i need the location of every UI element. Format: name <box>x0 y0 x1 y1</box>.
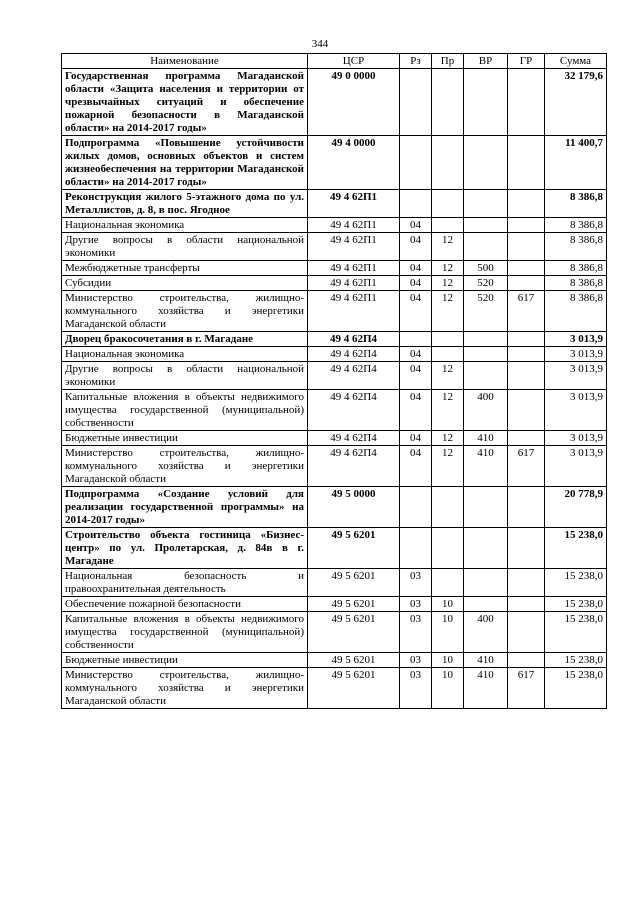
table-row <box>62 668 607 709</box>
header-csr: ЦСР <box>308 54 400 69</box>
cell-rz: 04 <box>400 261 432 276</box>
cell-name: Реконструкция жилого 5-этажного дома по ул. Металлистов, д. 8, в пос. Ягодное <box>62 190 308 218</box>
cell-vr <box>464 218 508 233</box>
cell-gr <box>508 390 545 431</box>
cell-csr: 49 4 62П1 <box>308 190 400 218</box>
table-row <box>62 487 607 528</box>
cell-csr: 49 5 6201 <box>308 597 400 612</box>
cell-sum: 15 238,0 <box>545 653 607 668</box>
cell-vr <box>464 528 508 569</box>
table-row <box>62 528 607 569</box>
cell-gr <box>508 487 545 528</box>
cell-name: Дворец бракосочетания в г. Магадане <box>62 332 308 347</box>
cell-gr <box>508 233 545 261</box>
table-row <box>62 597 607 612</box>
cell-name: Бюджетные инвестиции <box>62 653 308 668</box>
cell-vr <box>464 136 508 190</box>
cell-gr <box>508 218 545 233</box>
cell-rz: 04 <box>400 362 432 390</box>
cell-sum: 3 013,9 <box>545 332 607 347</box>
cell-gr: 617 <box>508 291 545 332</box>
cell-rz: 03 <box>400 653 432 668</box>
header-name: Наименование <box>62 54 308 69</box>
cell-gr <box>508 261 545 276</box>
table-row <box>62 653 607 668</box>
cell-csr: 49 4 62П4 <box>308 390 400 431</box>
cell-sum: 15 238,0 <box>545 569 607 597</box>
cell-csr: 49 5 6201 <box>308 612 400 653</box>
cell-csr: 49 4 62П1 <box>308 233 400 261</box>
cell-vr: 400 <box>464 390 508 431</box>
cell-rz: 04 <box>400 390 432 431</box>
cell-pr: 10 <box>432 597 464 612</box>
table-row <box>62 612 607 653</box>
cell-sum: 8 386,8 <box>545 291 607 332</box>
cell-vr: 520 <box>464 291 508 332</box>
header-pr: Пр <box>432 54 464 69</box>
cell-pr: 12 <box>432 446 464 487</box>
cell-gr <box>508 276 545 291</box>
cell-vr <box>464 597 508 612</box>
cell-gr <box>508 362 545 390</box>
table-row <box>62 332 607 347</box>
cell-rz: 03 <box>400 612 432 653</box>
table-row <box>62 233 607 261</box>
cell-rz: 04 <box>400 347 432 362</box>
cell-vr <box>464 190 508 218</box>
cell-sum: 8 386,8 <box>545 276 607 291</box>
table-row <box>62 69 607 136</box>
cell-csr: 49 5 6201 <box>308 653 400 668</box>
cell-rz <box>400 528 432 569</box>
cell-name: Обеспечение пожарной безопасности <box>62 597 308 612</box>
cell-rz <box>400 190 432 218</box>
cell-pr: 10 <box>432 653 464 668</box>
cell-vr <box>464 347 508 362</box>
cell-rz <box>400 69 432 136</box>
cell-csr: 49 4 62П4 <box>308 431 400 446</box>
cell-sum: 3 013,9 <box>545 446 607 487</box>
cell-rz: 03 <box>400 569 432 597</box>
cell-gr <box>508 569 545 597</box>
cell-name: Подпрограмма «Повышение устойчивости жилых домов, основных объектов и систем жизнеобеспечения на территории Магаданской области» на 2014-2017 годы» <box>62 136 308 190</box>
cell-rz: 03 <box>400 597 432 612</box>
cell-pr <box>432 136 464 190</box>
cell-vr: 410 <box>464 653 508 668</box>
cell-vr: 520 <box>464 276 508 291</box>
cell-gr <box>508 136 545 190</box>
cell-rz: 04 <box>400 276 432 291</box>
cell-csr: 49 5 6201 <box>308 569 400 597</box>
table-row <box>62 261 607 276</box>
cell-name: Подпрограмма «Создание условий для реализации государственной программы» на 2014-2017 годы» <box>62 487 308 528</box>
table-row <box>62 218 607 233</box>
cell-pr <box>432 69 464 136</box>
cell-csr: 49 5 6201 <box>308 528 400 569</box>
cell-name: Межбюджетные трансферты <box>62 261 308 276</box>
cell-pr <box>432 347 464 362</box>
cell-vr <box>464 233 508 261</box>
table-row <box>62 276 607 291</box>
cell-name: Субсидии <box>62 276 308 291</box>
cell-csr: 49 5 0000 <box>308 487 400 528</box>
cell-csr: 49 4 62П4 <box>308 446 400 487</box>
cell-rz <box>400 332 432 347</box>
cell-pr <box>432 528 464 569</box>
header-vr: ВР <box>464 54 508 69</box>
budget-table <box>61 53 607 709</box>
cell-sum: 3 013,9 <box>545 390 607 431</box>
cell-sum: 3 013,9 <box>545 362 607 390</box>
cell-vr: 410 <box>464 668 508 709</box>
cell-rz: 04 <box>400 218 432 233</box>
cell-rz <box>400 487 432 528</box>
cell-rz: 04 <box>400 233 432 261</box>
cell-csr: 49 4 62П1 <box>308 276 400 291</box>
cell-name: Национальная экономика <box>62 218 308 233</box>
cell-rz: 04 <box>400 431 432 446</box>
cell-sum: 15 238,0 <box>545 528 607 569</box>
cell-rz: 04 <box>400 446 432 487</box>
cell-name: Бюджетные инвестиции <box>62 431 308 446</box>
cell-pr <box>432 190 464 218</box>
cell-sum: 15 238,0 <box>545 612 607 653</box>
table-row <box>62 431 607 446</box>
cell-gr <box>508 597 545 612</box>
cell-sum: 8 386,8 <box>545 190 607 218</box>
cell-vr: 410 <box>464 446 508 487</box>
cell-vr <box>464 362 508 390</box>
table-body <box>62 69 607 709</box>
cell-pr: 12 <box>432 233 464 261</box>
cell-sum: 3 013,9 <box>545 431 607 446</box>
cell-sum: 8 386,8 <box>545 261 607 276</box>
cell-sum: 20 778,9 <box>545 487 607 528</box>
cell-name: Министерство строительства, жилищно-коммунального хозяйства и энергетики Магаданской области <box>62 446 308 487</box>
cell-gr: 617 <box>508 668 545 709</box>
cell-name: Национальная экономика <box>62 347 308 362</box>
cell-rz: 03 <box>400 668 432 709</box>
table-row <box>62 569 607 597</box>
cell-pr <box>432 218 464 233</box>
cell-pr: 12 <box>432 362 464 390</box>
header-rz: Рз <box>400 54 432 69</box>
table-row <box>62 190 607 218</box>
cell-vr: 400 <box>464 612 508 653</box>
cell-csr: 49 4 62П1 <box>308 218 400 233</box>
cell-sum: 8 386,8 <box>545 218 607 233</box>
cell-name: Строительство объекта гостиница «Бизнес-центр» по ул. Пролетарская, д. 84в в г. Магадане <box>62 528 308 569</box>
cell-pr <box>432 569 464 597</box>
cell-pr: 12 <box>432 291 464 332</box>
cell-pr: 12 <box>432 390 464 431</box>
cell-gr <box>508 431 545 446</box>
table-row <box>62 362 607 390</box>
cell-csr: 49 4 0000 <box>308 136 400 190</box>
cell-csr: 49 4 62П1 <box>308 261 400 276</box>
cell-name: Министерство строительства, жилищно-коммунального хозяйства и энергетики Магаданской области <box>62 291 308 332</box>
cell-sum: 3 013,9 <box>545 347 607 362</box>
cell-pr <box>432 487 464 528</box>
cell-sum: 11 400,7 <box>545 136 607 190</box>
cell-gr <box>508 332 545 347</box>
cell-sum: 8 386,8 <box>545 233 607 261</box>
table-row <box>62 446 607 487</box>
cell-pr <box>432 332 464 347</box>
cell-rz: 04 <box>400 291 432 332</box>
cell-vr <box>464 332 508 347</box>
header-sum: Сумма <box>545 54 607 69</box>
cell-csr: 49 4 62П4 <box>308 362 400 390</box>
table-header-row <box>62 54 607 69</box>
cell-csr: 49 4 62П1 <box>308 291 400 332</box>
table-row <box>62 136 607 190</box>
cell-pr: 10 <box>432 668 464 709</box>
cell-csr: 49 4 62П4 <box>308 347 400 362</box>
cell-sum: 32 179,6 <box>545 69 607 136</box>
cell-gr <box>508 347 545 362</box>
cell-csr: 49 5 6201 <box>308 668 400 709</box>
cell-pr: 12 <box>432 431 464 446</box>
cell-rz <box>400 136 432 190</box>
table-row <box>62 291 607 332</box>
table-row <box>62 390 607 431</box>
cell-gr: 617 <box>508 446 545 487</box>
cell-name: Государственная программа Магаданской области «Защита населения и территории от чрезвычайных ситуаций и обеспечение пожарной безопасности в Магаданской области» на 2014-2017 годы» <box>62 69 308 136</box>
table-row <box>62 347 607 362</box>
cell-pr: 10 <box>432 612 464 653</box>
cell-gr <box>508 190 545 218</box>
cell-name: Капитальные вложения в объекты недвижимого имущества государственной (муниципальной) собственности <box>62 390 308 431</box>
cell-vr: 500 <box>464 261 508 276</box>
cell-name: Другие вопросы в области национальной экономики <box>62 233 308 261</box>
cell-gr <box>508 653 545 668</box>
cell-gr <box>508 612 545 653</box>
cell-csr: 49 0 0000 <box>308 69 400 136</box>
cell-pr: 12 <box>432 276 464 291</box>
cell-sum: 15 238,0 <box>545 597 607 612</box>
cell-pr: 12 <box>432 261 464 276</box>
cell-gr <box>508 69 545 136</box>
cell-vr: 410 <box>464 431 508 446</box>
page-number: 344 <box>311 38 329 50</box>
header-gr: ГР <box>508 54 545 69</box>
cell-vr <box>464 69 508 136</box>
cell-vr <box>464 569 508 597</box>
cell-name: Другие вопросы в области национальной экономики <box>62 362 308 390</box>
cell-name: Национальная безопасность и правоохранительная деятельность <box>62 569 308 597</box>
cell-vr <box>464 487 508 528</box>
cell-name: Капитальные вложения в объекты недвижимого имущества государственной (муниципальной) собственности <box>62 612 308 653</box>
cell-csr: 49 4 62П4 <box>308 332 400 347</box>
cell-sum: 15 238,0 <box>545 668 607 709</box>
cell-gr <box>508 528 545 569</box>
cell-name: Министерство строительства, жилищно-коммунального хозяйства и энергетики Магаданской области <box>62 668 308 709</box>
